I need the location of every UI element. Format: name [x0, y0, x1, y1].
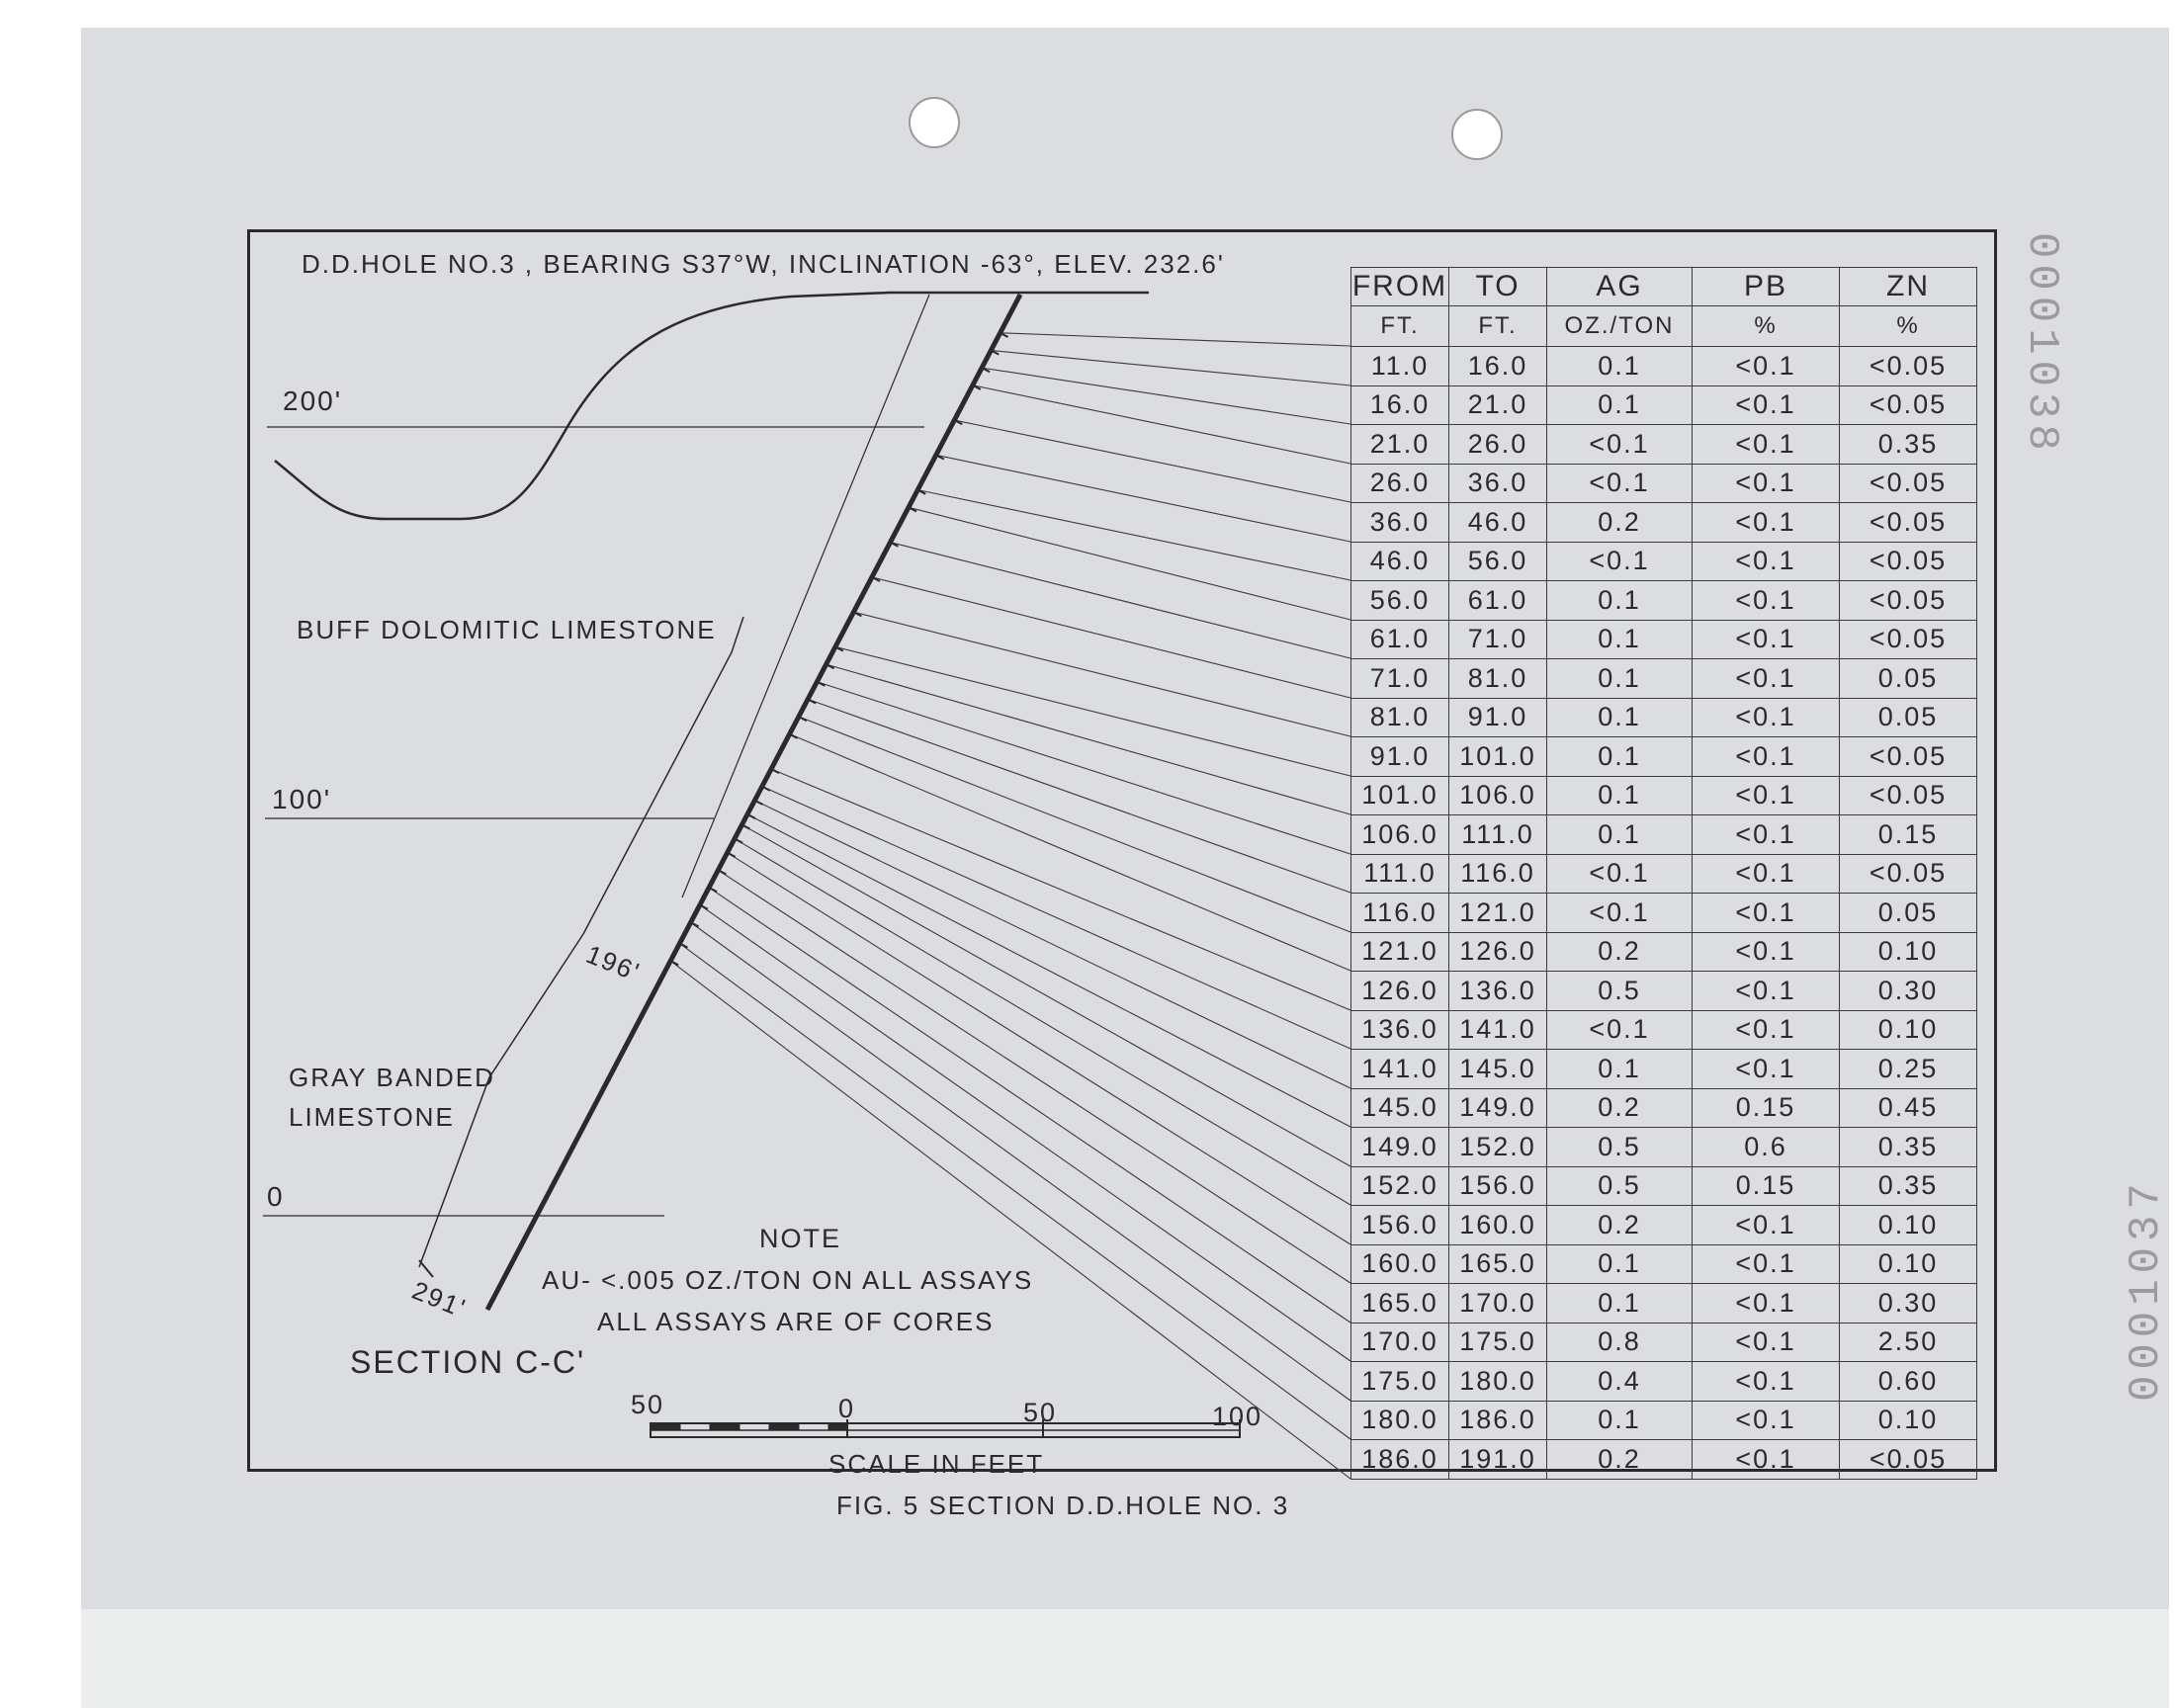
cell-pb: <0.1	[1693, 1401, 1840, 1440]
cell-to: 21.0	[1449, 385, 1547, 425]
cell-to: 152.0	[1449, 1128, 1547, 1167]
cell-pb: <0.1	[1693, 347, 1840, 386]
assay-leader-line	[718, 870, 1350, 1283]
cell-ag: 0.2	[1547, 932, 1693, 972]
table-row	[1351, 1128, 1977, 1167]
cell-from: 56.0	[1351, 581, 1449, 621]
unit-pb: %	[1693, 306, 1840, 347]
elevation-label-100: 100'	[272, 784, 332, 814]
cell-zn: 0.35	[1840, 1128, 1977, 1167]
depth-label-196: 196'	[581, 939, 646, 987]
cell-to: 61.0	[1449, 581, 1547, 621]
cell-to: 126.0	[1449, 932, 1547, 972]
cell-from: 149.0	[1351, 1128, 1449, 1167]
assay-leader-line	[728, 853, 1350, 1244]
cell-to: 149.0	[1449, 1088, 1547, 1128]
elevation-label-200: 200'	[283, 385, 343, 416]
cell-to: 165.0	[1449, 1244, 1547, 1284]
unit-boundary-line	[682, 295, 929, 897]
cell-to: 160.0	[1449, 1206, 1547, 1245]
cell-ag: 0.1	[1547, 1244, 1693, 1284]
assay-leader-line	[747, 814, 1350, 1127]
cell-ag: 0.1	[1547, 581, 1693, 621]
scale-tick-50-left: 50	[631, 1390, 665, 1419]
cell-from: 136.0	[1351, 1010, 1449, 1050]
cell-from: 21.0	[1351, 425, 1449, 465]
table-row	[1351, 385, 1977, 425]
cell-pb: 0.15	[1693, 1166, 1840, 1206]
cell-to: 121.0	[1449, 894, 1547, 933]
unit-label-gray-banded-line1: GRAY BANDED	[289, 1063, 495, 1092]
cell-pb: <0.1	[1693, 894, 1840, 933]
cell-to: 101.0	[1449, 737, 1547, 777]
cell-zn: 0.60	[1840, 1362, 1977, 1402]
assay-leader-line	[890, 543, 1350, 658]
table-row	[1351, 464, 1977, 503]
cell-ag: <0.1	[1547, 1010, 1693, 1050]
cell-pb: <0.1	[1693, 581, 1840, 621]
cell-ag: 0.5	[1547, 1128, 1693, 1167]
depth-label-291: 291'	[407, 1275, 472, 1324]
cell-pb: <0.1	[1693, 659, 1840, 699]
cell-to: 141.0	[1449, 1010, 1547, 1050]
table-row	[1351, 1323, 1977, 1362]
assay-leader-line	[982, 368, 1350, 424]
cell-from: 111.0	[1351, 854, 1449, 894]
assay-leader-line	[741, 824, 1350, 1166]
cell-ag: 0.1	[1547, 698, 1693, 737]
unit-to: FT.	[1449, 306, 1547, 347]
cell-zn: <0.05	[1840, 776, 1977, 815]
table-row	[1351, 1362, 1977, 1402]
cell-to: 46.0	[1449, 503, 1547, 543]
brace-buff-dolomitic	[583, 617, 743, 934]
cell-to: 106.0	[1449, 776, 1547, 815]
diagram-title: D.D.HOLE NO.3 , BEARING S37°W, INCLINATION -63°, ELEV. 232.6'	[302, 249, 1225, 279]
table-row	[1351, 1088, 1977, 1128]
assay-leader-line	[808, 699, 1350, 893]
stamp-bottom: 0001037	[2122, 1177, 2171, 1402]
depth-tick-291	[419, 1260, 433, 1277]
cell-from: 71.0	[1351, 659, 1449, 699]
cell-from: 121.0	[1351, 932, 1449, 972]
table-row	[1351, 776, 1977, 815]
cell-ag: <0.1	[1547, 542, 1693, 581]
assay-table	[1350, 267, 1977, 1480]
cell-from: 141.0	[1351, 1050, 1449, 1089]
scale-tick-100: 100	[1212, 1402, 1263, 1431]
cell-zn: 0.35	[1840, 1166, 1977, 1206]
cell-from: 116.0	[1351, 894, 1449, 933]
cell-pb: <0.1	[1693, 503, 1840, 543]
cell-from: 175.0	[1351, 1362, 1449, 1402]
cell-pb: <0.1	[1693, 815, 1840, 855]
cell-zn: 0.05	[1840, 894, 1977, 933]
assay-leader-line	[917, 490, 1350, 580]
assay-leader-line	[954, 420, 1350, 502]
cell-zn: 0.45	[1840, 1088, 1977, 1128]
table-row	[1351, 1010, 1977, 1050]
cell-zn: 0.10	[1840, 1206, 1977, 1245]
cell-from: 186.0	[1351, 1440, 1449, 1480]
cell-pb: <0.1	[1693, 854, 1840, 894]
scale-tick-50: 50	[1023, 1398, 1058, 1427]
cell-pb: <0.1	[1693, 1050, 1840, 1089]
assay-leader-line	[679, 943, 1350, 1439]
table-row	[1351, 1050, 1977, 1089]
note-line-cores: ALL ASSAYS ARE OF CORES	[597, 1307, 995, 1336]
table-row	[1351, 698, 1977, 737]
cell-zn: 0.30	[1840, 1284, 1977, 1324]
assay-leader-line	[1000, 333, 1350, 346]
cell-to: 136.0	[1449, 972, 1547, 1011]
cell-pb: <0.1	[1693, 972, 1840, 1011]
cell-from: 101.0	[1351, 776, 1449, 815]
brace-gray-banded	[419, 934, 583, 1267]
cell-zn: <0.05	[1840, 503, 1977, 543]
cell-zn: 0.05	[1840, 659, 1977, 699]
cell-ag: <0.1	[1547, 464, 1693, 503]
assay-leader-line	[991, 350, 1350, 385]
cell-ag: 0.8	[1547, 1323, 1693, 1362]
table-row	[1351, 659, 1977, 699]
table-row	[1351, 972, 1977, 1011]
table-row	[1351, 1206, 1977, 1245]
unit-zn: %	[1840, 306, 1977, 347]
cell-pb: <0.1	[1693, 1323, 1840, 1362]
table-header-row	[1351, 268, 1977, 306]
stamp-top: 0001038	[2017, 232, 2066, 457]
cell-ag: 0.1	[1547, 815, 1693, 855]
cell-pb: <0.1	[1693, 1284, 1840, 1324]
cell-zn: <0.05	[1840, 581, 1977, 621]
cell-to: 156.0	[1449, 1166, 1547, 1206]
table-row	[1351, 1284, 1977, 1324]
table-row	[1351, 1401, 1977, 1440]
cell-from: 11.0	[1351, 347, 1449, 386]
cell-zn: 0.05	[1840, 698, 1977, 737]
cell-to: 91.0	[1449, 698, 1547, 737]
cell-from: 81.0	[1351, 698, 1449, 737]
cell-zn: 0.30	[1840, 972, 1977, 1011]
assay-leader-line	[835, 646, 1350, 776]
cell-from: 170.0	[1351, 1323, 1449, 1362]
core-interval-ticks	[670, 333, 1007, 965]
cell-zn: 2.50	[1840, 1323, 1977, 1362]
table-row	[1351, 854, 1977, 894]
elevation-label-0: 0	[267, 1181, 285, 1212]
drill-hole-trace	[487, 295, 1020, 1310]
cell-to: 56.0	[1449, 542, 1547, 581]
cell-pb: <0.1	[1693, 1244, 1840, 1284]
cell-ag: 0.2	[1547, 1088, 1693, 1128]
cell-pb: <0.1	[1693, 542, 1840, 581]
cell-from: 180.0	[1351, 1401, 1449, 1440]
unit-from: FT.	[1351, 306, 1449, 347]
cell-pb: <0.1	[1693, 1206, 1840, 1245]
assay-leader-line	[973, 385, 1350, 464]
cell-to: 81.0	[1449, 659, 1547, 699]
cell-ag: 0.1	[1547, 347, 1693, 386]
ground-surface	[275, 293, 1149, 519]
cell-from: 36.0	[1351, 503, 1449, 543]
scale-bar	[651, 1419, 1240, 1437]
cell-zn: 0.10	[1840, 1010, 1977, 1050]
cell-zn: 0.35	[1840, 425, 1977, 465]
cell-from: 145.0	[1351, 1088, 1449, 1128]
cell-from: 160.0	[1351, 1244, 1449, 1284]
cell-pb: 0.15	[1693, 1088, 1840, 1128]
cell-zn: <0.05	[1840, 1440, 1977, 1480]
cell-pb: <0.1	[1693, 776, 1840, 815]
cell-pb: <0.1	[1693, 464, 1840, 503]
cell-ag: 0.1	[1547, 1050, 1693, 1089]
cell-pb: <0.1	[1693, 1440, 1840, 1480]
cell-from: 165.0	[1351, 1284, 1449, 1324]
assay-leader-line	[799, 717, 1350, 932]
cell-to: 116.0	[1449, 854, 1547, 894]
assay-leader-line	[826, 664, 1350, 814]
cell-zn: 0.10	[1840, 1244, 1977, 1284]
cell-from: 126.0	[1351, 972, 1449, 1011]
cell-zn: 0.25	[1840, 1050, 1977, 1089]
cell-ag: <0.1	[1547, 854, 1693, 894]
cell-ag: 0.1	[1547, 385, 1693, 425]
cell-ag: 0.1	[1547, 659, 1693, 699]
cell-zn: 0.15	[1840, 815, 1977, 855]
assay-leader-line	[709, 888, 1350, 1323]
scale-tick-0: 0	[838, 1394, 856, 1423]
header-to: TO	[1449, 268, 1547, 306]
cell-to: 175.0	[1449, 1323, 1547, 1362]
cell-ag: 0.2	[1547, 503, 1693, 543]
cell-to: 71.0	[1449, 620, 1547, 659]
cell-ag: 0.4	[1547, 1362, 1693, 1402]
cell-to: 186.0	[1449, 1401, 1547, 1440]
table-row	[1351, 1166, 1977, 1206]
cell-from: 91.0	[1351, 737, 1449, 777]
note-heading: NOTE	[759, 1224, 842, 1253]
cell-pb: <0.1	[1693, 620, 1840, 659]
cell-from: 156.0	[1351, 1206, 1449, 1245]
cell-from: 152.0	[1351, 1166, 1449, 1206]
assay-leader-line	[790, 734, 1350, 971]
unit-ag: OZ./TON	[1547, 306, 1693, 347]
table-row	[1351, 425, 1977, 465]
cell-from: 16.0	[1351, 385, 1449, 425]
section-label: SECTION C-C'	[350, 1344, 586, 1380]
cell-ag: 0.1	[1547, 1284, 1693, 1324]
cell-pb: <0.1	[1693, 425, 1840, 465]
table-row	[1351, 932, 1977, 972]
table-row	[1351, 894, 1977, 933]
cell-from: 46.0	[1351, 542, 1449, 581]
table-row	[1351, 1244, 1977, 1284]
assay-leader-line	[936, 455, 1350, 542]
cell-ag: 0.5	[1547, 972, 1693, 1011]
table-row	[1351, 737, 1977, 777]
cell-pb: <0.1	[1693, 698, 1840, 737]
cell-ag: 0.1	[1547, 737, 1693, 777]
cell-pb: <0.1	[1693, 1362, 1840, 1402]
cell-pb: <0.1	[1693, 932, 1840, 972]
header-zn: ZN	[1840, 268, 1977, 306]
cell-zn: <0.05	[1840, 620, 1977, 659]
cell-from: 61.0	[1351, 620, 1449, 659]
table-row	[1351, 347, 1977, 386]
cell-ag: 0.1	[1547, 776, 1693, 815]
cell-to: 180.0	[1449, 1362, 1547, 1402]
cell-zn: <0.05	[1840, 385, 1977, 425]
cell-ag: 0.2	[1547, 1206, 1693, 1245]
table-row	[1351, 815, 1977, 855]
cell-zn: <0.05	[1840, 737, 1977, 777]
table-row	[1351, 581, 1977, 621]
table-row	[1351, 503, 1977, 543]
cell-to: 16.0	[1449, 347, 1547, 386]
cell-zn: <0.05	[1840, 347, 1977, 386]
cell-ag: 0.1	[1547, 1401, 1693, 1440]
unit-label-buff-dolomitic: BUFF DOLOMITIC LIMESTONE	[297, 615, 717, 644]
header-ag: AG	[1547, 268, 1693, 306]
cell-zn: 0.10	[1840, 932, 1977, 972]
table-row	[1351, 542, 1977, 581]
cell-to: 191.0	[1449, 1440, 1547, 1480]
cell-zn: 0.10	[1840, 1401, 1977, 1440]
header-pb: PB	[1693, 268, 1840, 306]
cell-to: 170.0	[1449, 1284, 1547, 1324]
cell-to: 145.0	[1449, 1050, 1547, 1089]
cell-from: 106.0	[1351, 815, 1449, 855]
cell-ag: <0.1	[1547, 425, 1693, 465]
cell-to: 111.0	[1449, 815, 1547, 855]
cell-ag: <0.1	[1547, 894, 1693, 933]
cell-to: 36.0	[1449, 464, 1547, 503]
header-from: FROM	[1351, 268, 1449, 306]
cell-ag: 0.1	[1547, 620, 1693, 659]
cell-zn: <0.05	[1840, 542, 1977, 581]
table-unit-row	[1351, 306, 1977, 347]
unit-label-gray-banded-line2: LIMESTONE	[289, 1102, 455, 1132]
cell-zn: <0.05	[1840, 854, 1977, 894]
cell-zn: <0.05	[1840, 464, 1977, 503]
assay-leader-line	[754, 801, 1350, 1088]
scale-label: SCALE IN FEET	[828, 1449, 1045, 1479]
cell-from: 26.0	[1351, 464, 1449, 503]
cell-to: 26.0	[1449, 425, 1547, 465]
figure-caption: FIG. 5 SECTION D.D.HOLE NO. 3	[836, 1491, 1290, 1520]
cell-ag: 0.5	[1547, 1166, 1693, 1206]
table-row	[1351, 620, 1977, 659]
table-row	[1351, 1440, 1977, 1480]
cell-pb: <0.1	[1693, 737, 1840, 777]
cell-pb: <0.1	[1693, 385, 1840, 425]
cell-pb: <0.1	[1693, 1010, 1840, 1050]
cell-pb: 0.6	[1693, 1128, 1840, 1167]
cell-ag: 0.2	[1547, 1440, 1693, 1480]
note-line-au: AU- <.005 OZ./TON ON ALL ASSAYS	[542, 1265, 1034, 1295]
assay-leader-line	[872, 577, 1350, 698]
